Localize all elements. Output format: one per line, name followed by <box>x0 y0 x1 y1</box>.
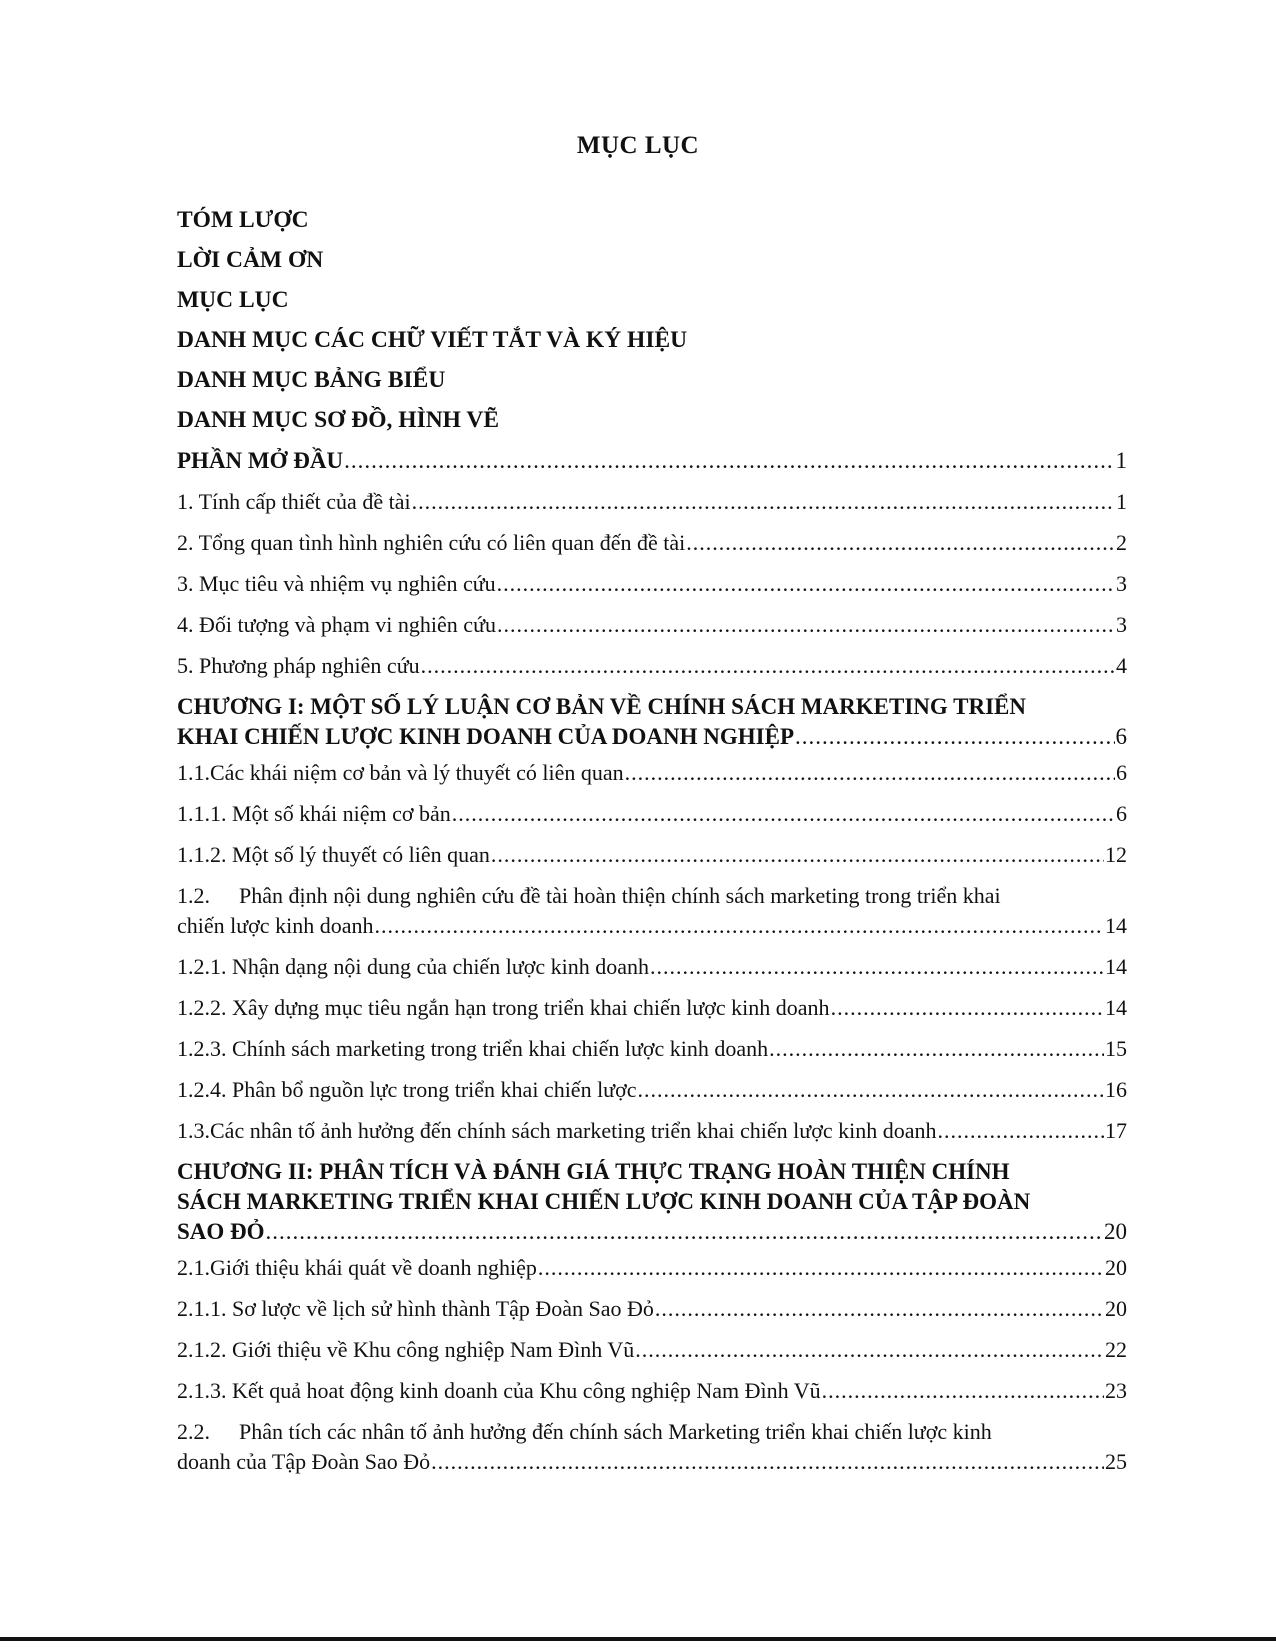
toc-page-number: 20 <box>1105 1255 1127 1280</box>
toc-page-number: 6 <box>1115 724 1127 749</box>
toc-entry-label: Các nhân tố ảnh hưởng đến chính sách marketing triển khai chiến lược kinh doanh <box>210 1118 937 1143</box>
toc-page-number: 1 <box>1116 489 1127 514</box>
toc-page-number: 20 <box>1104 1219 1127 1244</box>
dot-leader <box>769 1034 1104 1064</box>
toc-page-number: 6 <box>1116 760 1127 785</box>
toc-entry-label: 2.1.1. Sơ lược về lịch sử hình thành Tập Đoàn Sao Đỏ <box>177 1296 654 1321</box>
toc-entry-2-1[interactable] <box>177 1253 1127 1283</box>
toc-entry-1-1[interactable] <box>177 758 1127 788</box>
dot-leader <box>635 1335 1104 1365</box>
toc-page-number: 16 <box>1105 1077 1127 1102</box>
dot-leader <box>625 758 1115 788</box>
dot-leader <box>795 722 1115 752</box>
toc-entry-1-2-1[interactable] <box>177 952 1127 982</box>
toc-entry-label: 1.1.1. Một số khái niệm cơ bản <box>177 801 451 826</box>
toc-entry-1-2[interactable] <box>177 881 1127 941</box>
toc-entry-label-line1: CHƯƠNG II: PHÂN TÍCH VÀ ĐÁNH GIÁ THỰC TRẠNG HOÀN THIỆN CHÍNH <box>177 1159 1010 1184</box>
dot-leader <box>650 952 1104 982</box>
toc-entry-label: Giới thiệu khái quát về doanh nghiệp <box>210 1255 537 1280</box>
toc-entry-number: 1.3. <box>177 1118 210 1143</box>
toc-entry-number: 2.1. <box>177 1255 210 1280</box>
page-title: MỤC LỤC <box>576 132 700 159</box>
toc-entry-1-1-1[interactable] <box>177 799 1127 829</box>
toc-entry-chapter-2[interactable] <box>177 1157 1127 1247</box>
toc-entry-number: 1.1. <box>177 760 210 785</box>
toc-entry-label-line2: doanh của Tập Đoàn Sao Đỏ <box>177 1449 431 1474</box>
toc-page-number: 17 <box>1105 1118 1127 1143</box>
toc-entry-label: 1.2.2. Xây dựng mục tiêu ngắn hạn trong triển khai chiến lược kinh doanh <box>177 995 830 1020</box>
toc-entry-number: 2.2. <box>177 1419 210 1444</box>
toc-entry-label: 2. Tổng quan tình hình nghiên cứu có liên quan đến đề tài <box>177 530 686 555</box>
toc-entry-1-2-2[interactable] <box>177 993 1127 1023</box>
table-of-contents <box>177 200 1127 1488</box>
dot-leader <box>431 1447 1104 1477</box>
dot-leader <box>497 610 1115 640</box>
dot-leader <box>452 799 1115 829</box>
toc-entry-3[interactable] <box>177 569 1127 599</box>
toc-page-number: 1 <box>1115 448 1127 473</box>
toc-entry-1-2-3[interactable] <box>177 1034 1127 1064</box>
toc-front-acknowledgement: LỜI CẢM ƠN <box>177 247 324 273</box>
toc-page-number: 14 <box>1105 995 1127 1020</box>
toc-entry-label-line2: SAO ĐỎ <box>177 1219 265 1244</box>
toc-page-number: 14 <box>1105 954 1127 979</box>
dot-leader <box>831 993 1104 1023</box>
toc-entry-2-1-3[interactable] <box>177 1376 1127 1406</box>
toc-front-summary: TÓM LƯỢC <box>177 207 309 233</box>
toc-entry-label: PHẦN MỞ ĐẦU <box>177 448 344 473</box>
toc-page-number: 12 <box>1105 842 1127 867</box>
toc-front-contents: MỤC LỤC <box>177 287 289 313</box>
toc-entry-2-1-2[interactable] <box>177 1335 1127 1365</box>
toc-entry-chapter-1[interactable] <box>177 692 1127 752</box>
toc-page-number: 3 <box>1116 612 1127 637</box>
toc-entry-label: 1.2.3. Chính sách marketing trong triển khai chiến lược kinh doanh <box>177 1036 769 1061</box>
toc-entry-introduction[interactable] <box>177 446 1127 476</box>
dot-leader <box>686 528 1115 558</box>
toc-front-tables: DANH MỤC BẢNG BIỂU <box>177 367 446 393</box>
toc-entry-label: 1.2.4. Phân bổ nguồn lực trong triển khai chiến lược <box>177 1077 637 1102</box>
dot-leader <box>491 840 1104 870</box>
toc-entry-label-line1: CHƯƠNG I: MỘT SỐ LÝ LUẬN CƠ BẢN VỀ CHÍNH SÁCH MARKETING TRIỂN <box>177 694 1026 719</box>
toc-entry-label: 4. Đối tượng và phạm vi nghiên cứu <box>177 612 496 637</box>
toc-page-number: 22 <box>1105 1337 1127 1362</box>
toc-page-number: 15 <box>1105 1036 1127 1061</box>
toc-entry-label-line1: Phân tích các nhân tố ảnh hưởng đến chính sách Marketing triển khai chiến lược kinh <box>239 1419 992 1444</box>
toc-entry-label: 1.1.2. Một số lý thuyết có liên quan <box>177 842 490 867</box>
dot-leader <box>822 1376 1104 1406</box>
toc-entry-5[interactable] <box>177 651 1127 681</box>
dot-leader <box>638 1075 1104 1105</box>
toc-front-figures: DANH MỤC SƠ ĐỒ, HÌNH VẼ <box>177 407 500 433</box>
toc-entry-label-line1b: SÁCH MARKETING TRIỂN KHAI CHIẾN LƯỢC KINH DOANH CỦA TẬP ĐOÀN <box>177 1189 1031 1214</box>
toc-entry-label: 5. Phương pháp nghiên cứu <box>177 653 420 678</box>
toc-entry-label: 1.2.1. Nhận dạng nội dung của chiến lược kinh doanh <box>177 954 650 979</box>
toc-entry-label-line1: Phân định nội dung nghiên cứu đề tài hoàn thiện chính sách marketing trong triển khai <box>239 883 1001 908</box>
toc-page-number: 4 <box>1116 653 1127 678</box>
page-bottom-rule <box>0 1637 1276 1641</box>
toc-entry-2-2[interactable] <box>177 1417 1127 1477</box>
toc-page-number: 23 <box>1105 1378 1127 1403</box>
toc-entry-label: Các khái niệm cơ bản và lý thuyết có liên quan <box>210 760 624 785</box>
toc-entry-2-1-1[interactable] <box>177 1294 1127 1324</box>
dot-leader <box>374 911 1104 941</box>
toc-entry-label: 2.1.2. Giới thiệu về Khu công nghiệp Nam Đình Vũ <box>177 1337 635 1362</box>
toc-entry-label-line2: chiến lược kinh doanh <box>177 913 374 938</box>
toc-page-number: 20 <box>1105 1296 1127 1321</box>
toc-entry-number: 1.2. <box>177 883 210 908</box>
dot-leader <box>412 487 1115 517</box>
toc-page-number: 6 <box>1116 801 1127 826</box>
dot-leader <box>344 446 1114 476</box>
toc-entry-label: 1. Tính cấp thiết của đề tài <box>177 489 411 514</box>
toc-entry-label: 2.1.3. Kết quả hoat động kinh doanh của Khu công nghiệp Nam Đình Vũ <box>177 1378 821 1403</box>
toc-entry-2[interactable] <box>177 528 1127 558</box>
toc-front-abbreviations: DANH MỤC CÁC CHỮ VIẾT TẮT VÀ KÝ HIỆU <box>177 327 688 353</box>
dot-leader <box>497 569 1115 599</box>
toc-page-number: 25 <box>1105 1449 1127 1474</box>
dot-leader <box>421 651 1115 681</box>
toc-entry-label: 3. Mục tiêu và nhiệm vụ nghiên cứu <box>177 571 496 596</box>
toc-page-number: 2 <box>1116 530 1127 555</box>
toc-entry-4[interactable] <box>177 610 1127 640</box>
toc-page-number: 3 <box>1116 571 1127 596</box>
toc-entry-1-1-2[interactable] <box>177 840 1127 870</box>
dot-leader <box>655 1294 1104 1324</box>
dot-leader <box>266 1217 1103 1247</box>
toc-page-number: 14 <box>1105 913 1127 938</box>
dot-leader <box>937 1116 1104 1146</box>
toc-entry-1[interactable] <box>177 487 1127 517</box>
toc-entry-1-3[interactable] <box>177 1116 1127 1146</box>
toc-entry-label-line2: KHAI CHIẾN LƯỢC KINH DOANH CỦA DOANH NGHIỆP <box>177 724 794 749</box>
dot-leader <box>538 1253 1104 1283</box>
toc-entry-1-2-4[interactable] <box>177 1075 1127 1105</box>
